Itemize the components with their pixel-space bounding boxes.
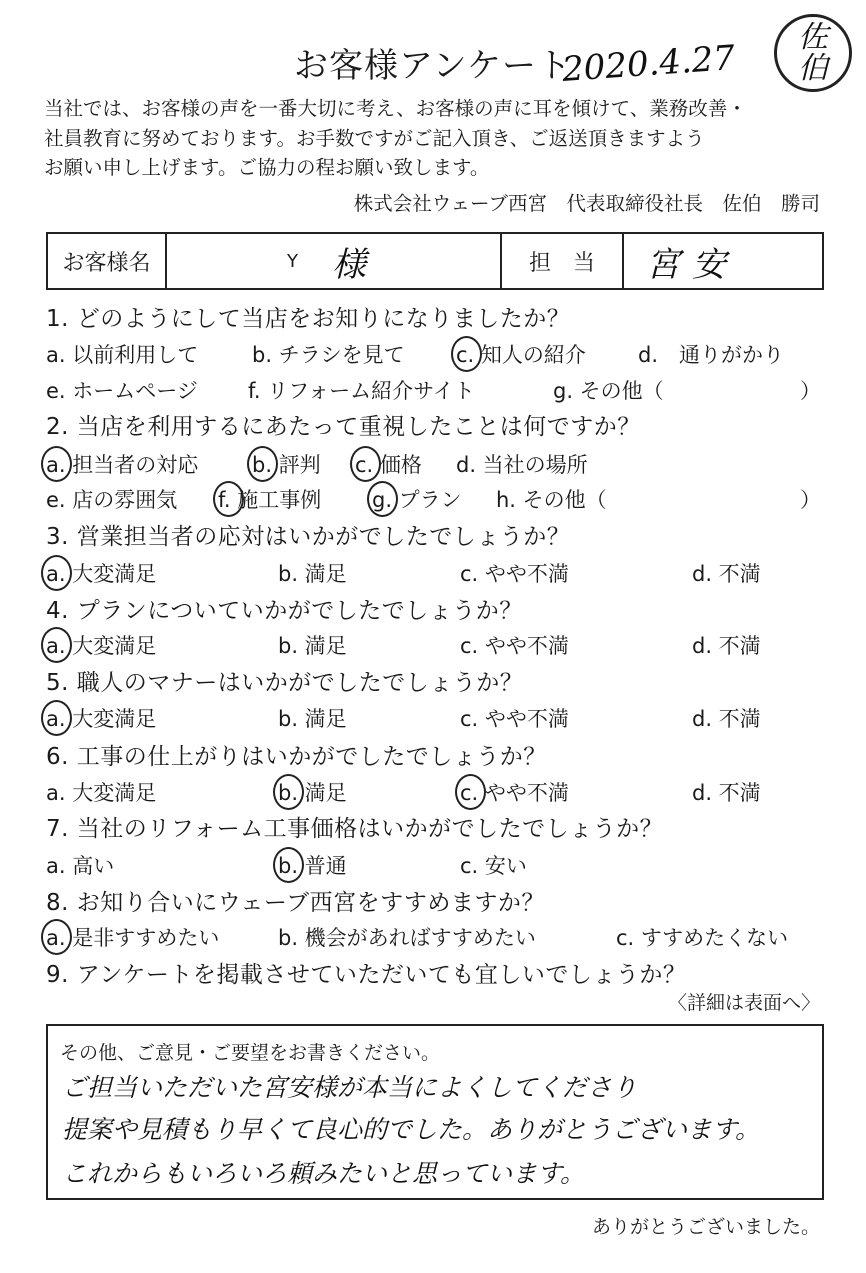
q4-option-c[interactable]: c. やや不満	[460, 634, 569, 658]
q2-close-paren: ）	[800, 488, 821, 512]
comments-label: その他、ご意見・ご要望をお書きください。	[60, 1042, 441, 1064]
company-signature: 株式会社ウェーブ西宮 代表取締役社長 佐伯 勝司	[353, 192, 820, 215]
q2-option-e[interactable]: e. 店の雰囲気	[46, 488, 178, 512]
q6-option-d[interactable]: d. 不満	[692, 781, 761, 805]
q1-close-paren: ）	[800, 379, 821, 403]
customer-initial: Y	[287, 250, 298, 272]
intro-text	[44, 94, 747, 183]
q2-option-h[interactable]: h. その他（	[496, 488, 607, 512]
q3-option-d[interactable]: d. 不満	[692, 562, 761, 586]
comments-box[interactable]	[46, 1024, 824, 1200]
q4-option-b[interactable]: b. 満足	[278, 634, 347, 658]
question-7: 7. 当社のリフォーム工事価格はいかがでしたでしょうか？	[46, 816, 664, 842]
comment-line: これからもいろいろ頼みたいと思っています。	[62, 1159, 586, 1188]
customer-honorific: 様	[332, 244, 366, 285]
question-4: 4. プランについていかがでしたでしょうか？	[46, 598, 523, 624]
q7-option-c[interactable]: c. 安い	[460, 854, 527, 878]
customer-name-field[interactable]	[167, 234, 502, 288]
q3-option-b[interactable]: b. 満足	[278, 562, 347, 586]
question-6: 6. 工事の仕上がりはいかがでしたでしょうか？	[46, 744, 547, 770]
question-5: 5. 職人のマナーはいかがでしたでしょうか？	[46, 670, 524, 696]
selection-circle	[41, 700, 72, 736]
selection-circle	[41, 919, 72, 955]
customer-info-box	[46, 232, 824, 290]
intro-line: 社員教育に努めております。お手数ですがご記入頂き、ご返送頂きますよう	[44, 126, 705, 150]
q8-option-c[interactable]: c. すすめたくない	[616, 926, 789, 950]
q4-option-d[interactable]: d. 不満	[692, 634, 761, 658]
selection-circle	[41, 627, 72, 663]
q7-option-b[interactable]: b. 普通	[278, 850, 347, 880]
selection-circle	[273, 847, 304, 883]
intro-line: 当社では、お客様の声を一番大切に考え、お客様の声に耳を傾けて、業務改善・	[44, 97, 747, 120]
q4-option-a[interactable]: a. 大変満足	[46, 630, 156, 660]
q5-option-b[interactable]: b. 満足	[278, 707, 347, 731]
q1-option-b[interactable]: b. チラシを見て	[252, 343, 405, 367]
selection-circle	[213, 481, 244, 517]
selection-circle	[273, 774, 304, 810]
q1-option-d[interactable]: d. 通りがかり	[638, 343, 785, 367]
selection-circle	[455, 774, 486, 810]
question-8: 8. お知り合いにウェーブ西宮をすすめますか？	[46, 890, 545, 916]
q6-option-a[interactable]: a. 大変満足	[46, 781, 157, 805]
q1-option-g[interactable]: g. その他（	[553, 379, 664, 403]
question-3: 3. 営業担当者の応対はいかがでしたでしょうか？	[46, 524, 571, 550]
staff-name-field[interactable]: 宮安	[646, 244, 738, 285]
question-1: 1. どのようにして当店をお知りになりましたか？	[46, 306, 571, 332]
comment-line: ご担当いただいた宮安様が本当によくしてくださり	[62, 1073, 638, 1102]
question-9: 9. アンケートを掲載させていただいても宜しいでしょうか？	[46, 962, 687, 988]
selection-circle	[350, 446, 381, 482]
q2-option-f[interactable]: f. 施工事例	[218, 484, 321, 514]
q1-option-e[interactable]: e. ホームページ	[46, 379, 198, 403]
form-title: お客様アンケート	[294, 46, 572, 86]
q2-option-g[interactable]: g. プラン	[372, 484, 462, 514]
q2-option-b[interactable]: b. 評判	[252, 449, 321, 479]
q5-option-d[interactable]: d. 不満	[692, 707, 761, 731]
q1-option-f[interactable]: f. リフォーム紹介サイト	[248, 379, 475, 403]
q3-option-c[interactable]: c. やや不満	[460, 562, 569, 586]
intro-line: お願い申し上げます。ご協力の程お願い致します。	[44, 156, 490, 180]
q1-option-a[interactable]: a. 以前利用して	[46, 343, 199, 367]
q9-details-note: 〈詳細は表面へ〉	[667, 992, 820, 1014]
selection-circle	[367, 481, 398, 517]
q7-option-a[interactable]: a. 高い	[46, 854, 115, 878]
q2-option-c[interactable]: c. 価格	[355, 449, 422, 479]
q8-option-a[interactable]: a. 是非すすめたい	[46, 922, 219, 952]
selection-circle	[41, 446, 72, 482]
q5-option-c[interactable]: c. やや不満	[460, 707, 569, 731]
selection-circle	[247, 446, 278, 482]
q8-option-b[interactable]: b. 機会があればすすめたい	[278, 926, 536, 950]
q2-option-a[interactable]: a. 担当者の対応	[46, 449, 198, 479]
q2-option-d[interactable]: d. 当社の場所	[456, 453, 588, 477]
customer-name-label: お客様名	[48, 234, 167, 288]
question-2: 2. 当店を利用するにあたって重視したことは何ですか？	[46, 414, 641, 440]
selection-circle	[451, 336, 482, 372]
q6-option-b[interactable]: b. 満足	[278, 777, 347, 807]
staff-label: 担当	[502, 234, 624, 288]
comment-line: 提案や見積もり早くて良心的でした。ありがとうございます。	[62, 1115, 761, 1144]
q6-option-c[interactable]: c. やや不満	[460, 777, 569, 807]
q3-option-a[interactable]: a. 大変満足	[46, 558, 156, 588]
closing-thanks: ありがとうございました。	[591, 1216, 820, 1238]
seal-stamp: 佐 伯	[774, 14, 852, 92]
q5-option-a[interactable]: a. 大変満足	[46, 703, 156, 733]
q1-option-c[interactable]: c. 知人の紹介	[456, 339, 586, 369]
handwritten-date: 2020.4.27	[560, 38, 737, 90]
selection-circle	[41, 555, 72, 591]
